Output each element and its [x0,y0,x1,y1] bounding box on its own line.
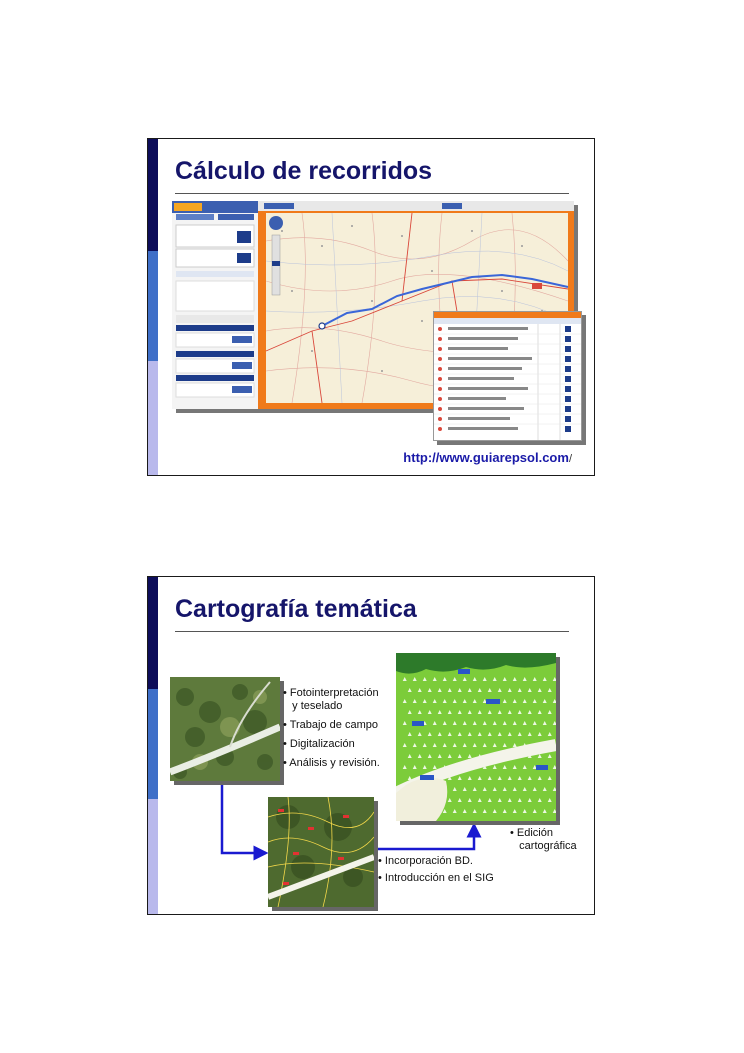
digitized-map-image [268,797,374,907]
steps-list-database [378,855,508,889]
slide-accent-stripe [148,139,158,475]
step-item: • Fotointerpretación y teselado [283,687,379,712]
guiarepsol-link[interactable] [403,450,572,465]
slide-cartografia-tematica [147,576,595,915]
steps-list-fieldwork [283,687,403,776]
step-item: • Trabajo de campo [283,719,378,731]
step-item: • Edición cartográfica [510,827,577,852]
step-item: • Incorporación BD. [378,855,473,867]
slide-title: Cálculo de recorridos [175,157,433,185]
slide-title: Cartografía temática [175,595,417,623]
aerial-photo-image [170,677,280,781]
step-item: • Introducción en el SIG [378,872,494,884]
step-item: • Digitalización [283,738,355,750]
slide-calculo-recorridos [147,138,595,476]
steps-list-edition [510,827,590,857]
thematic-map-image [396,653,556,821]
route-directions-table [433,311,582,441]
title-divider [175,193,569,194]
url-suffix: / [568,453,572,465]
url-text[interactable]: http://www.guiarepsol.com [403,450,569,465]
step-item: • Análisis y revisión. [283,757,380,769]
